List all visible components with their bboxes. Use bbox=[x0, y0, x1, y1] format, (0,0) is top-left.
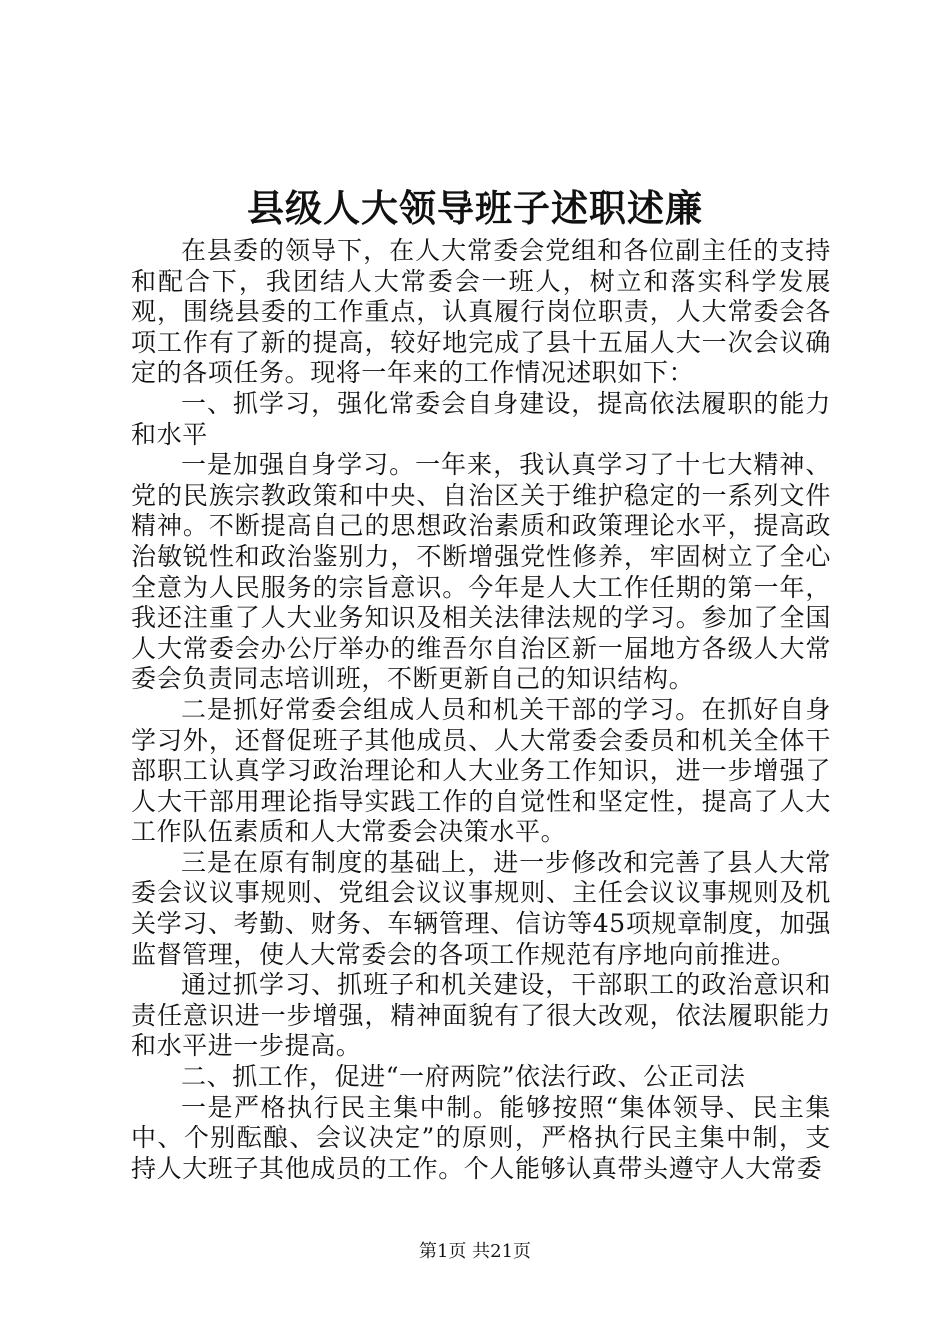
paragraph: 三是在原有制度的基础上，进一步修改和完善了县人大常委会议议事规则、党组会议议事规则、主任会议议事规则及机关学习、考勤、财务、车辆管理、信访等45项规章制度，加强监督管理，使人大常委会的各项工作规范有序地向前推进。 bbox=[131, 847, 831, 969]
document-title: 县级人大领导班子述职述廉 bbox=[247, 186, 703, 230]
section-heading: 二、抓工作，促进“一府两院”依法行政、公正司法 bbox=[181, 1062, 746, 1092]
paragraph: 在县委的领导下，在人大常委会党组和各位副主任的支持和配合下，我团结人大常委会一班人，树立和落实科学发展观，围绕县委的工作重点，认真履行岗位职责，人大常委会各项工作有了新的提高，较好地完成了县十五届人大一次会议确定的各项任务。现将一年来的工作情况述职如下： bbox=[131, 236, 831, 388]
paragraph: 一是严格执行民主集中制。能够按照“集体领导、民主集中、个别酝酿、会议决定”的原则，严格执行民主集中制，支持人大班子其他成员的工作。个人能够认真带头遵守人大常委 bbox=[131, 1092, 831, 1183]
document-body bbox=[131, 236, 831, 1184]
paragraph: 一是加强自身学习。一年来，我认真学习了十七大精神、党的民族宗教政策和中央、自治区关于维护稳定的一系列文件精神。不断提高自己的思想政治素质和政策理论水平，提高政治敏锐性和政治鉴别力，不断增强党性修养，牢固树立了全心全意为人民服务的宗旨意识。今年是人大工作任期的第一年，我还注重了人大业务知识及相关法律法规的学习。参加了全国人大常委会办公厅举办的维吾尔自治区新一届地方各级人大常委会负责同志培训班，不断更新自己的知识结构。 bbox=[131, 450, 831, 694]
section-heading: 一、抓学习，强化常委会自身建设，提高依法履职的能力和水平 bbox=[131, 388, 831, 449]
page-footer: 第1页 共21页 bbox=[418, 1241, 532, 1262]
paragraph: 通过抓学习、抓班子和机关建设，干部职工的政治意识和责任意识进一步增强，精神面貌有了很大改观，依法履职能力和水平进一步提高。 bbox=[131, 970, 831, 1061]
paragraph: 二是抓好常委会组成人员和机关干部的学习。在抓好自身学习外，还督促班子其他成员、人大常委会委员和机关全体干部职工认真学习政治理论和人大业务工作知识，进一步增强了人大干部用理论指导实践工作的自觉性和坚定性，提高了人大工作队伍素质和人大常委会决策水平。 bbox=[131, 694, 831, 847]
